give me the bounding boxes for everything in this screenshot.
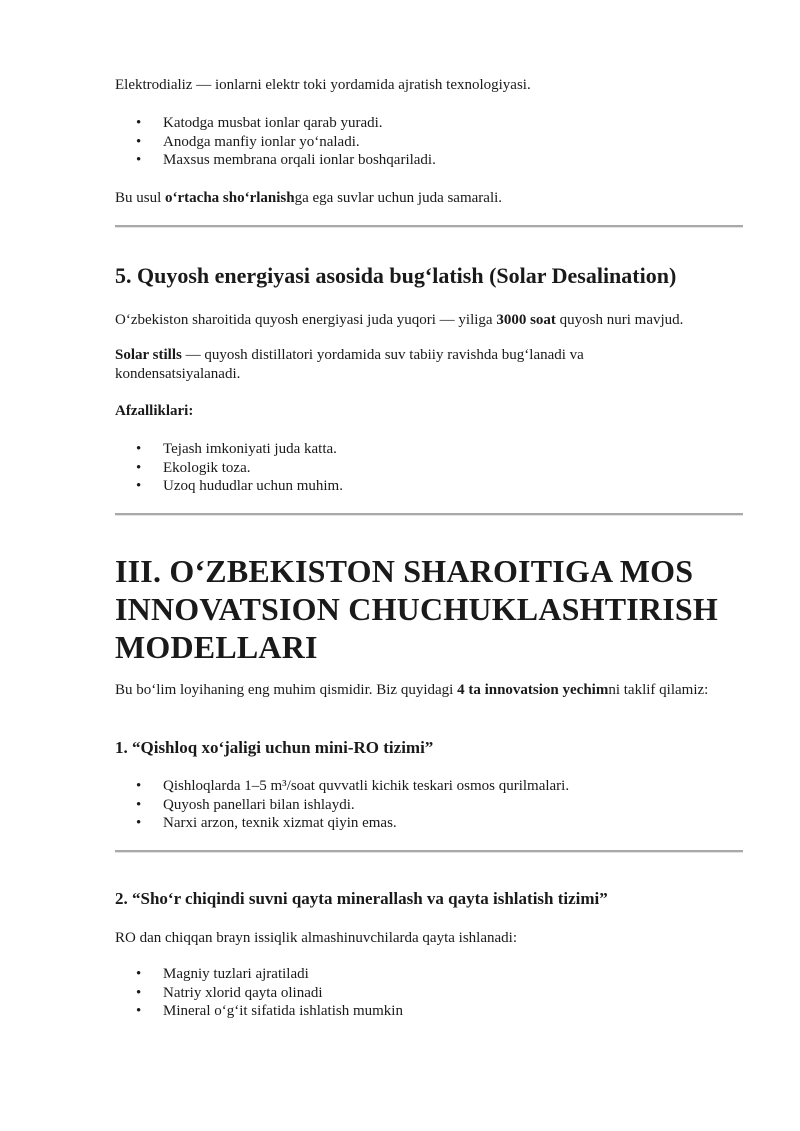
- solar-p1-text-end: quyosh nuri mavjud.: [555, 312, 684, 328]
- electrodialysis-summary: [115, 189, 502, 208]
- advantages-label: [115, 402, 193, 421]
- list-item: • Qishloqlarda 1–5 m³/soat quvvatli kichik teskari osmos qurilmalari.: [115, 777, 743, 796]
- solar-stills-term: Solar stills: [115, 347, 182, 363]
- solar-paragraph-1: [115, 311, 683, 330]
- section-intro: [115, 681, 715, 700]
- list-item: • Katodga musbat ionlar qarab yuradi.: [115, 114, 743, 133]
- model-1-bullet-list: [115, 777, 743, 833]
- model-2-heading: 2. “Sho‘r chiqindi suvni qayta minerallash va qayta ishlatish tizimi”: [115, 889, 608, 908]
- list-item: • Maxsus membrana orqali ionlar boshqariladi.: [115, 151, 743, 170]
- solar-paragraph-2: [115, 346, 655, 384]
- section-intro-emphasis: 4 ta innovatsion yechim: [457, 682, 609, 698]
- advantages-bullet-list: [115, 440, 743, 496]
- advantages-label-text: Afzalliklari:: [115, 403, 194, 419]
- divider: [115, 513, 743, 515]
- section-heading-line: MODELLARI: [115, 629, 318, 665]
- summary-emphasis: o‘rtacha sho‘rlanish: [165, 190, 295, 206]
- list-item: • Narxi arzon, texnik xizmat qiyin emas.: [115, 814, 743, 833]
- electrodialysis-bullet-list: [115, 114, 743, 170]
- model-1-heading: 1. “Qishloq xo‘jaligi uchun mini-RO tizimi”: [115, 738, 434, 757]
- section-heading: [115, 552, 718, 666]
- list-item: • Mineral o‘g‘it sifatida ishlatish mumkin: [115, 1002, 743, 1021]
- divider: [115, 850, 743, 852]
- model-2-bullet-list: [115, 965, 743, 1021]
- list-item: • Uzoq hududlar uchun muhim.: [115, 477, 743, 496]
- solar-p2-text: — quyosh distillatori yordamida suv tabiiy ravishda bug‘lanadi va kondensatsiyalanadi.: [115, 347, 584, 382]
- summary-text: Bu usul: [115, 190, 166, 206]
- section-heading-line: III. O‘ZBEKISTON SHAROITIGA MOS: [115, 553, 694, 589]
- list-item: • Tejash imkoniyati juda katta.: [115, 440, 743, 459]
- section-intro-text-end: ni taklif qilamiz:: [608, 682, 709, 698]
- model-2-intro: RO dan chiqqan brayn issiqlik almashinuvchilarda qayta ishlanadi:: [115, 930, 517, 946]
- solar-heading: 5. Quyosh energiyasi asosida bug‘latish (Solar Desalination): [115, 263, 677, 288]
- section-intro-text: Bu bo‘lim loyihaning eng muhim qismidir. Biz quyidagi: [115, 682, 458, 698]
- list-item: • Quyosh panellari bilan ishlaydi.: [115, 796, 743, 815]
- list-item: • Natriy xlorid qayta olinadi: [115, 984, 743, 1003]
- solar-hours: 3000 soat: [496, 312, 556, 328]
- summary-text-end: ga ega suvlar uchun juda samarali.: [294, 190, 503, 206]
- solar-p1-text: O‘zbekiston sharoitida quyosh energiyasi juda yuqori — yiliga: [115, 312, 497, 328]
- list-item: • Anodga manfiy ionlar yo‘naladi.: [115, 133, 743, 152]
- divider: [115, 225, 743, 227]
- list-item: • Ekologik toza.: [115, 459, 743, 478]
- electrodialysis-intro: Elektrodializ — ionlarni elektr toki yordamida ajratish texnologiyasi.: [115, 77, 531, 93]
- list-item: • Magniy tuzlari ajratiladi: [115, 965, 743, 984]
- section-heading-line: INNOVATSION CHUCHUKLASHTIRISH: [115, 591, 718, 627]
